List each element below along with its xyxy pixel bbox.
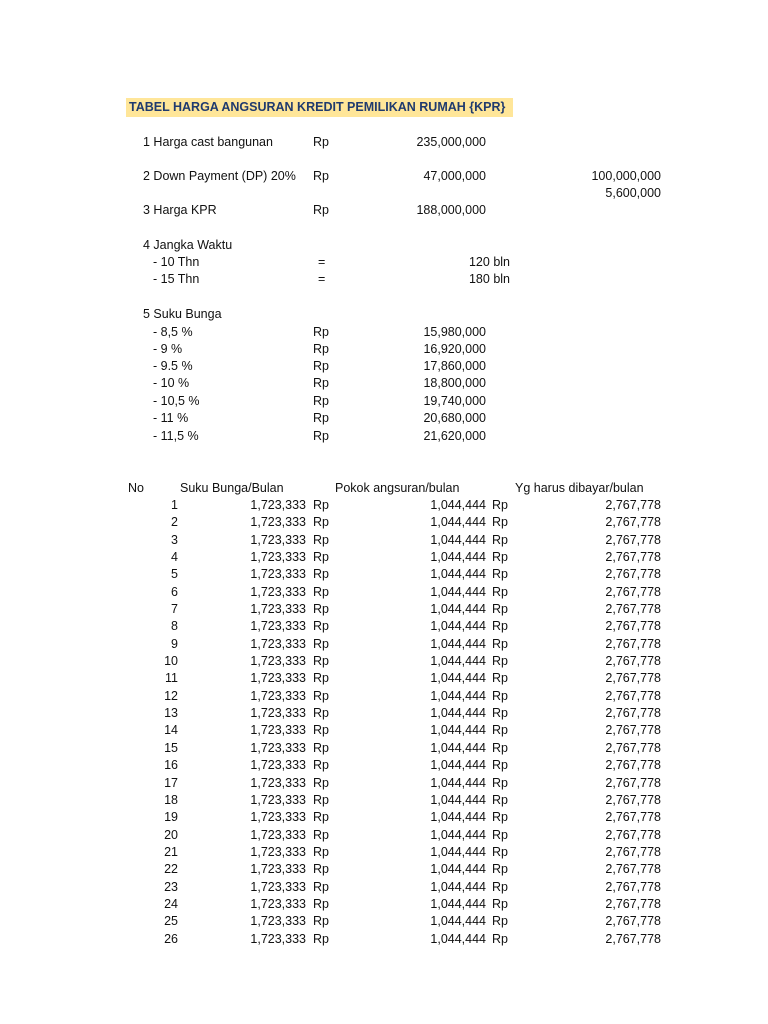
jangka-value: 180 bln xyxy=(468,272,510,286)
item-label: 3 Harga KPR xyxy=(143,203,217,217)
row-rate: 1,723,333 xyxy=(250,827,306,842)
table-row xyxy=(0,670,768,687)
row-no: 7 xyxy=(171,602,178,617)
table-row xyxy=(0,722,768,739)
currency-label: Rp xyxy=(492,619,508,634)
row-total: 2,767,778 xyxy=(605,688,661,703)
row-pokok: 1,044,444 xyxy=(430,584,486,599)
table-row xyxy=(0,809,768,826)
row-rate: 1,723,333 xyxy=(250,619,306,634)
table-body xyxy=(0,497,768,948)
row-rate: 1,723,333 xyxy=(250,602,306,617)
row-total: 2,767,778 xyxy=(605,792,661,807)
suku-value: 17,860,000 xyxy=(423,359,486,373)
row-pokok: 1,044,444 xyxy=(430,498,486,512)
currency-label: Rp xyxy=(313,914,329,929)
currency-label: Rp xyxy=(492,723,508,738)
row-total: 2,767,778 xyxy=(605,567,661,582)
suku-row xyxy=(0,358,768,375)
row-rate: 1,723,333 xyxy=(250,550,306,565)
row-total: 2,767,778 xyxy=(605,740,661,755)
row-no: 17 xyxy=(164,775,178,790)
currency-label: Rp xyxy=(313,758,329,773)
suku-row xyxy=(0,341,768,358)
row-pokok: 1,044,444 xyxy=(430,844,486,859)
currency-label: Rp xyxy=(313,706,329,721)
item-row-harga-cast xyxy=(0,134,768,151)
row-rate: 1,723,333 xyxy=(250,792,306,807)
extra-value: 100,000,000 xyxy=(591,169,661,183)
currency-label: Rp xyxy=(313,359,329,373)
row-rate: 1,723,333 xyxy=(250,758,306,773)
currency-label: Rp xyxy=(492,740,508,755)
jangka-label: - 10 Thn xyxy=(153,255,200,269)
currency-label: Rp xyxy=(313,602,329,617)
row-pokok: 1,044,444 xyxy=(430,862,486,877)
currency-label: Rp xyxy=(313,810,329,825)
row-no: 3 xyxy=(171,532,178,547)
row-no: 2 xyxy=(171,515,178,530)
row-rate: 1,723,333 xyxy=(250,567,306,582)
suku-label: - 10,5 % xyxy=(153,394,200,408)
currency-label: Rp xyxy=(313,775,329,790)
suku-label: - 9.5 % xyxy=(153,359,193,373)
row-total: 2,767,778 xyxy=(605,775,661,790)
currency-label: Rp xyxy=(313,688,329,703)
currency-label: Rp xyxy=(492,896,508,911)
table-row xyxy=(0,618,768,635)
currency-label: Rp xyxy=(492,879,508,894)
row-total: 2,767,778 xyxy=(605,654,661,669)
row-total: 2,767,778 xyxy=(605,844,661,859)
suku-row xyxy=(0,410,768,427)
item-label: 2 Down Payment (DP) 20% xyxy=(143,169,296,183)
row-no: 26 xyxy=(164,931,178,946)
row-total: 2,767,778 xyxy=(605,602,661,617)
currency-label: Rp xyxy=(313,896,329,911)
row-total: 2,767,778 xyxy=(605,758,661,773)
row-no: 9 xyxy=(171,636,178,651)
row-pokok: 1,044,444 xyxy=(430,515,486,530)
item-row-down-payment xyxy=(0,168,768,185)
currency-label: Rp xyxy=(492,567,508,582)
row-rate: 1,723,333 xyxy=(250,879,306,894)
suku-row xyxy=(0,375,768,392)
row-total: 2,767,778 xyxy=(605,862,661,877)
currency-label: Rp xyxy=(492,515,508,530)
suku-label: - 11,5 % xyxy=(153,429,199,443)
currency-label: Rp xyxy=(313,515,329,530)
row-total: 2,767,778 xyxy=(605,879,661,894)
suku-value: 21,620,000 xyxy=(423,429,486,443)
suku-value: 18,800,000 xyxy=(423,376,486,390)
row-pokok: 1,044,444 xyxy=(430,671,486,686)
table-row xyxy=(0,740,768,757)
currency-label: Rp xyxy=(492,636,508,651)
row-pokok: 1,044,444 xyxy=(430,636,486,651)
currency-label: Rp xyxy=(313,931,329,946)
header-pokok: Pokok angsuran/bulan xyxy=(335,481,460,495)
row-pokok: 1,044,444 xyxy=(430,688,486,703)
currency-label: Rp xyxy=(313,619,329,634)
row-pokok: 1,044,444 xyxy=(430,550,486,565)
currency-label: Rp xyxy=(313,584,329,599)
row-rate: 1,723,333 xyxy=(250,740,306,755)
currency-label: Rp xyxy=(492,688,508,703)
row-pokok: 1,044,444 xyxy=(430,810,486,825)
currency-label: Rp xyxy=(492,862,508,877)
row-pokok: 1,044,444 xyxy=(430,740,486,755)
row-no: 8 xyxy=(171,619,178,634)
row-pokok: 1,044,444 xyxy=(430,775,486,790)
table-row xyxy=(0,827,768,844)
currency-label: Rp xyxy=(313,376,329,390)
equals-sign: = xyxy=(318,255,326,269)
currency-label: Rp xyxy=(492,931,508,946)
currency-label: Rp xyxy=(313,671,329,686)
row-no: 15 xyxy=(164,740,178,755)
table-row xyxy=(0,844,768,861)
table-row xyxy=(0,532,768,549)
suku-value: 16,920,000 xyxy=(423,342,486,356)
item-label: 1 Harga cast bangunan xyxy=(143,135,273,149)
row-total: 2,767,778 xyxy=(605,636,661,651)
extra-row xyxy=(0,185,768,202)
currency-label: Rp xyxy=(492,706,508,721)
row-no: 18 xyxy=(164,792,178,807)
suku-row xyxy=(0,393,768,410)
item-value: 47,000,000 xyxy=(423,169,486,183)
jangka-label: - 15 Thn xyxy=(153,272,200,286)
table-row xyxy=(0,497,768,514)
currency-label: Rp xyxy=(313,879,329,894)
table-row xyxy=(0,705,768,722)
row-no: 13 xyxy=(164,706,178,721)
row-total: 2,767,778 xyxy=(605,931,661,946)
row-rate: 1,723,333 xyxy=(250,914,306,929)
row-total: 2,767,778 xyxy=(605,498,661,512)
currency-label: Rp xyxy=(313,169,329,183)
row-no: 23 xyxy=(164,879,178,894)
row-rate: 1,723,333 xyxy=(250,844,306,859)
row-rate: 1,723,333 xyxy=(250,896,306,911)
table-row xyxy=(0,514,768,531)
row-pokok: 1,044,444 xyxy=(430,896,486,911)
currency-label: Rp xyxy=(313,342,329,356)
row-pokok: 1,044,444 xyxy=(430,931,486,946)
row-rate: 1,723,333 xyxy=(250,515,306,530)
currency-label: Rp xyxy=(492,810,508,825)
suku-label: - 11 % xyxy=(153,411,189,425)
row-rate: 1,723,333 xyxy=(250,584,306,599)
row-total: 2,767,778 xyxy=(605,619,661,634)
row-no: 20 xyxy=(164,827,178,842)
item-value: 188,000,000 xyxy=(416,203,486,217)
suku-label: - 10 % xyxy=(153,376,190,390)
row-total: 2,767,778 xyxy=(605,723,661,738)
suku-label: - 8,5 % xyxy=(153,325,193,339)
table-row xyxy=(0,879,768,896)
jangka-row xyxy=(0,271,768,288)
section-label: 4 Jangka Waktu xyxy=(143,238,233,252)
row-rate: 1,723,333 xyxy=(250,706,306,721)
row-no: 21 xyxy=(164,844,178,859)
currency-label: Rp xyxy=(492,792,508,807)
header-total: Yg harus dibayar/bulan xyxy=(515,481,644,495)
currency-label: Rp xyxy=(492,654,508,669)
row-total: 2,767,778 xyxy=(605,706,661,721)
row-rate: 1,723,333 xyxy=(250,810,306,825)
currency-label: Rp xyxy=(313,654,329,669)
row-pokok: 1,044,444 xyxy=(430,619,486,634)
row-no: 10 xyxy=(164,654,178,669)
row-total: 2,767,778 xyxy=(605,896,661,911)
row-rate: 1,723,333 xyxy=(250,931,306,946)
row-rate: 1,723,333 xyxy=(250,688,306,703)
sheet-title: TABEL HARGA ANGSURAN KREDIT PEMILIKAN RUMAH {KPR} xyxy=(126,98,513,117)
currency-label: Rp xyxy=(492,758,508,773)
extra-value: 5,600,000 xyxy=(605,186,661,200)
table-row xyxy=(0,757,768,774)
suku-value: 19,740,000 xyxy=(423,394,486,408)
currency-label: Rp xyxy=(313,532,329,547)
row-pokok: 1,044,444 xyxy=(430,567,486,582)
currency-label: Rp xyxy=(492,844,508,859)
currency-label: Rp xyxy=(313,862,329,877)
row-rate: 1,723,333 xyxy=(250,636,306,651)
currency-label: Rp xyxy=(313,135,329,149)
row-rate: 1,723,333 xyxy=(250,671,306,686)
table-row xyxy=(0,636,768,653)
row-no: 12 xyxy=(164,688,178,703)
row-total: 2,767,778 xyxy=(605,914,661,929)
row-rate: 1,723,333 xyxy=(250,862,306,877)
row-pokok: 1,044,444 xyxy=(430,758,486,773)
table-row xyxy=(0,775,768,792)
suku-value: 15,980,000 xyxy=(423,325,486,339)
row-no: 5 xyxy=(171,567,178,582)
suku-label: - 9 % xyxy=(153,342,183,356)
row-rate: 1,723,333 xyxy=(250,654,306,669)
suku-row xyxy=(0,428,768,445)
currency-label: Rp xyxy=(313,844,329,859)
currency-label: Rp xyxy=(492,827,508,842)
currency-label: Rp xyxy=(313,740,329,755)
row-total: 2,767,778 xyxy=(605,671,661,686)
table-row xyxy=(0,931,768,948)
table-row xyxy=(0,601,768,618)
row-no: 14 xyxy=(164,723,178,738)
row-no: 24 xyxy=(164,896,178,911)
row-pokok: 1,044,444 xyxy=(430,914,486,929)
currency-label: Rp xyxy=(313,203,329,217)
currency-label: Rp xyxy=(492,584,508,599)
row-total: 2,767,778 xyxy=(605,827,661,842)
jangka-row xyxy=(0,254,768,271)
suku-value: 20,680,000 xyxy=(423,411,486,425)
currency-label: Rp xyxy=(492,550,508,565)
table-row xyxy=(0,653,768,670)
row-total: 2,767,778 xyxy=(605,532,661,547)
item-value: 235,000,000 xyxy=(416,135,486,149)
row-pokok: 1,044,444 xyxy=(430,792,486,807)
row-pokok: 1,044,444 xyxy=(430,602,486,617)
row-total: 2,767,778 xyxy=(605,584,661,599)
section-label: 5 Suku Bunga xyxy=(143,307,222,321)
row-no: 11 xyxy=(165,671,178,686)
row-rate: 1,723,333 xyxy=(250,775,306,790)
currency-label: Rp xyxy=(492,498,508,512)
row-no: 6 xyxy=(171,584,178,599)
row-no: 1 xyxy=(171,498,178,512)
table-header xyxy=(0,480,768,497)
currency-label: Rp xyxy=(313,325,329,339)
jangka-value: 120 bln xyxy=(468,255,510,269)
currency-label: Rp xyxy=(313,723,329,738)
row-no: 19 xyxy=(164,810,178,825)
header-no: No xyxy=(128,481,144,495)
section-suku-bunga xyxy=(0,306,768,323)
section-jangka-waktu xyxy=(0,237,768,254)
table-row xyxy=(0,913,768,930)
table-row xyxy=(0,584,768,601)
currency-label: Rp xyxy=(313,498,329,512)
currency-label: Rp xyxy=(313,394,329,408)
suku-row xyxy=(0,324,768,341)
header-rate: Suku Bunga/Bulan xyxy=(180,481,284,495)
table-row xyxy=(0,792,768,809)
row-pokok: 1,044,444 xyxy=(430,706,486,721)
item-row-harga-kpr xyxy=(0,202,768,219)
currency-label: Rp xyxy=(313,636,329,651)
row-rate: 1,723,333 xyxy=(250,498,306,512)
currency-label: Rp xyxy=(492,775,508,790)
currency-label: Rp xyxy=(313,567,329,582)
table-row xyxy=(0,688,768,705)
row-pokok: 1,044,444 xyxy=(430,654,486,669)
row-no: 22 xyxy=(164,862,178,877)
row-pokok: 1,044,444 xyxy=(430,879,486,894)
currency-label: Rp xyxy=(313,792,329,807)
table-row xyxy=(0,566,768,583)
currency-label: Rp xyxy=(313,411,329,425)
currency-label: Rp xyxy=(492,602,508,617)
currency-label: Rp xyxy=(313,827,329,842)
row-total: 2,767,778 xyxy=(605,550,661,565)
currency-label: Rp xyxy=(313,429,329,443)
currency-label: Rp xyxy=(492,532,508,547)
currency-label: Rp xyxy=(313,550,329,565)
row-no: 4 xyxy=(171,550,178,565)
row-no: 25 xyxy=(164,914,178,929)
row-pokok: 1,044,444 xyxy=(430,827,486,842)
table-row xyxy=(0,549,768,566)
row-total: 2,767,778 xyxy=(605,515,661,530)
equals-sign: = xyxy=(318,272,326,286)
row-pokok: 1,044,444 xyxy=(430,723,486,738)
row-rate: 1,723,333 xyxy=(250,532,306,547)
row-rate: 1,723,333 xyxy=(250,723,306,738)
currency-label: Rp xyxy=(492,914,508,929)
row-pokok: 1,044,444 xyxy=(430,532,486,547)
row-no: 16 xyxy=(164,758,178,773)
currency-label: Rp xyxy=(492,671,508,686)
table-row xyxy=(0,861,768,878)
row-total: 2,767,778 xyxy=(605,810,661,825)
table-row xyxy=(0,896,768,913)
